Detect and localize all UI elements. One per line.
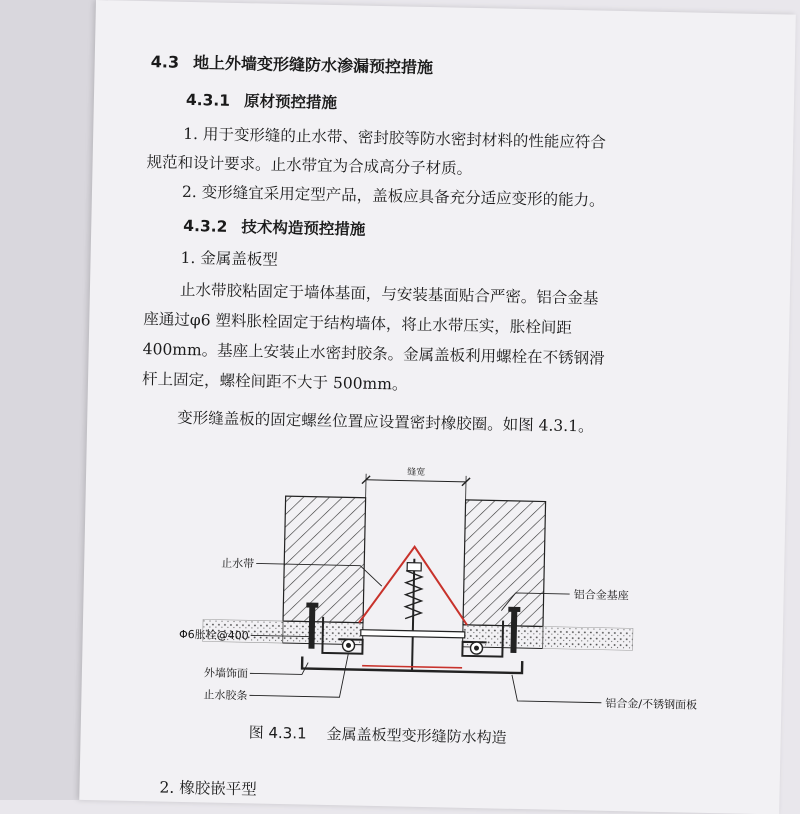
subsection-heading-1: [186, 88, 338, 113]
subsection-heading-2: [183, 214, 366, 240]
right-finish-extension: [543, 626, 633, 650]
next-list-item: 2. 橡胶嵌平型: [159, 778, 257, 799]
label-seal-strip: 止水胶条: [203, 688, 248, 703]
label-anchor: Φ6胀栓@400: [178, 627, 249, 643]
label-aluminum-base: 铝合金基座: [573, 588, 629, 603]
label-wall-finish: 外墙饰面: [203, 666, 249, 681]
document-page: [79, 0, 796, 814]
label-cover-plate: 铝合金/不锈钢面板: [605, 696, 698, 712]
cover-plate-gasket: [362, 666, 462, 668]
paragraph-4: 变形缝盖板的固定螺丝位置应设置密封橡胶圈。如图 4.3.1。: [177, 408, 594, 436]
subsection-number-1: 4.3.1: [185, 90, 231, 110]
subsection-number-2: 4.3.2: [183, 216, 228, 236]
paragraph-1-line-1: 1. 用于变形缝的止水带、密封胶等防水密封材料的性能应符合: [183, 124, 607, 152]
figure-caption: [248, 721, 506, 747]
paragraph-1-line-2: 规范和设计要求。止水带宜为合成高分子材质。: [146, 153, 473, 178]
center-bolt: [404, 559, 422, 671]
left-wall-section: [283, 496, 366, 623]
paragraph-2: 2. 变形缝宜采用定型产品，盖板应具备充分适应变形的能力。: [181, 182, 605, 210]
label-waterstop: 止水带: [221, 556, 255, 571]
figure-caption-title: 金属盖板型变形缝防水构造: [326, 724, 507, 747]
subsection-title-2: 技术构造预控措施: [241, 218, 366, 239]
paragraph-3-line-2: 座通过φ6 塑料胀栓固定于结构墙体，将止水带压实，胀栓间距: [143, 310, 573, 338]
paragraph-3-line-1: 止水带胶粘固定于墙体基面，与安装基面贴合严密。铝合金基: [179, 280, 599, 308]
list-item-1: 1. 金属盖板型: [180, 248, 279, 269]
paragraph-3-line-4: 杆上固定，螺栓间距不大于 500mm。: [141, 370, 408, 394]
section-title: 地上外墙变形缝防水渗漏预控措施: [192, 53, 434, 78]
figure-caption-number: 图 4.3.1: [248, 723, 307, 743]
paragraph-3-line-3: 400mm。基座上安装止水密封胶条。金属盖板利用螺栓在不锈钢滑: [142, 340, 605, 368]
joint-width-label: 缝宽: [407, 467, 426, 478]
section-number: 4.3: [150, 52, 180, 72]
section-heading: [151, 49, 434, 78]
subsection-title-1: 原材预控措施: [243, 92, 338, 113]
joint-detail-figure: [161, 454, 698, 715]
sliding-rod: [361, 630, 465, 638]
